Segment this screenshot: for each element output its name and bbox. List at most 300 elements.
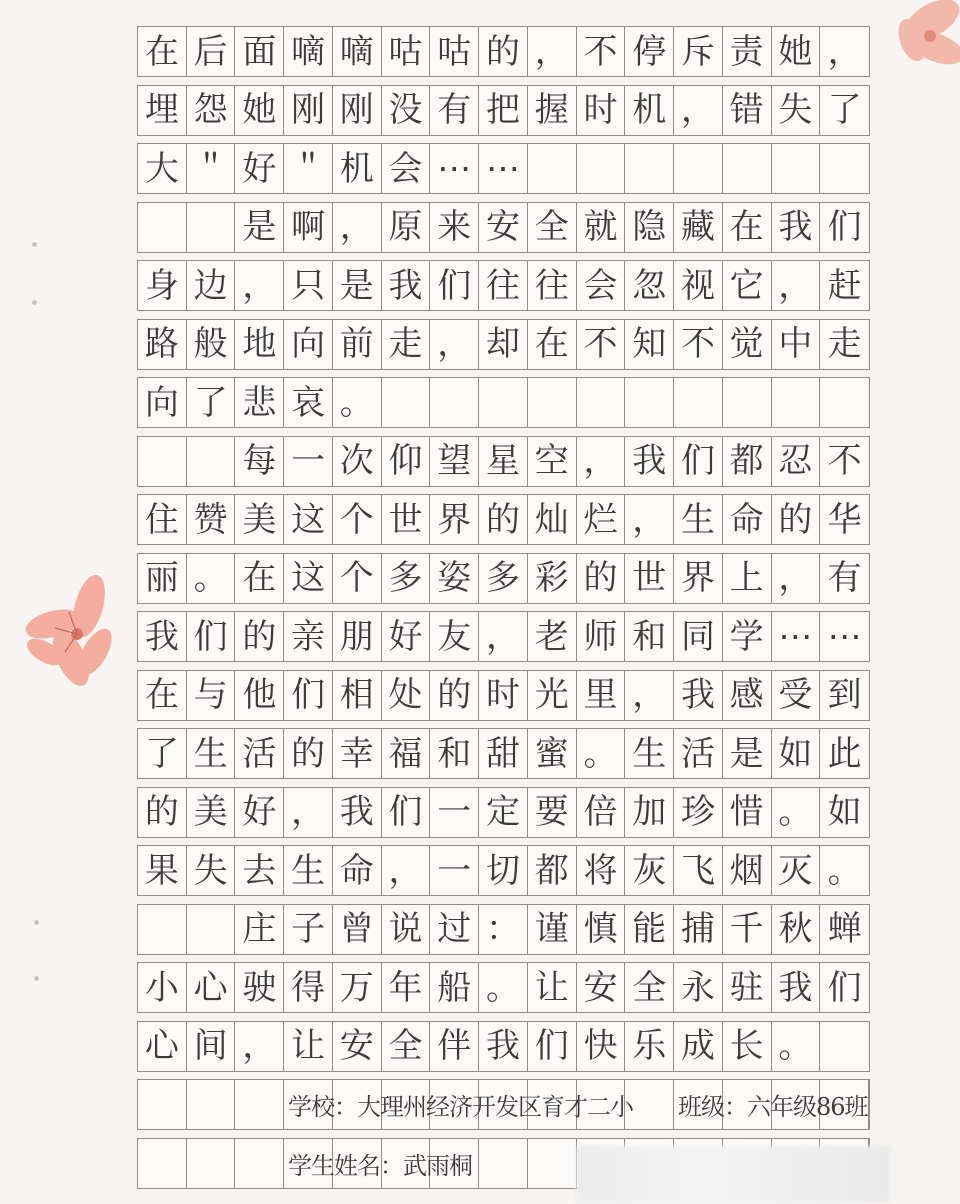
grid-cell: 全	[382, 1022, 431, 1071]
grid-cell: 隐	[625, 203, 674, 252]
grid-cell: 把	[479, 86, 528, 135]
grid-cell: ，	[528, 27, 577, 76]
grid-cell: 刚	[333, 86, 382, 135]
grid-cell	[430, 378, 479, 427]
grid-cell: 福	[382, 729, 431, 778]
grid-cell: 和	[430, 729, 479, 778]
grid-cell: 全	[625, 963, 674, 1012]
grid-cell: 她	[235, 86, 284, 135]
grid-cell: 。	[772, 1022, 821, 1071]
grid-row	[137, 377, 870, 428]
grid-cell: 忽	[625, 261, 674, 310]
grid-cell: 友	[430, 612, 479, 661]
grid-cell: 的	[235, 612, 284, 661]
grid-row	[137, 845, 870, 896]
grid-cell: 过	[430, 905, 479, 954]
grid-cell: 在	[138, 671, 187, 720]
grid-cell: 大	[138, 144, 187, 193]
grid-cell	[382, 378, 431, 427]
grid-cell: 失	[772, 86, 821, 135]
grid-cell: 灭	[772, 846, 821, 895]
grid-cell: 小	[138, 963, 187, 1012]
grid-cell: ：	[479, 905, 528, 954]
grid-cell: 年	[382, 963, 431, 1012]
grid-cell: 个	[333, 495, 382, 544]
grid-cell: 能	[625, 905, 674, 954]
grid-cell	[138, 905, 187, 954]
grid-cell: 忍	[772, 437, 821, 486]
grid-cell: 都	[528, 846, 577, 895]
grid-cell: 个	[333, 554, 382, 603]
grid-cell: ，	[333, 203, 382, 252]
grid-cell: 里	[577, 671, 626, 720]
grid-cell: 时	[479, 671, 528, 720]
grid-cell: 我	[138, 612, 187, 661]
paper-speck	[32, 242, 37, 247]
grid-cell: ，	[772, 261, 821, 310]
grid-cell: 美	[235, 495, 284, 544]
grid-cell: 我	[674, 671, 723, 720]
grid-cell: 了	[138, 729, 187, 778]
grid-cell: 机	[625, 86, 674, 135]
grid-cell: 向	[284, 320, 333, 369]
grid-cell: 多	[479, 554, 528, 603]
grid-cell: ，	[625, 495, 674, 544]
grid-cell: 界	[430, 495, 479, 544]
grid-cell: 捕	[674, 905, 723, 954]
grid-cell: 在	[235, 554, 284, 603]
grid-cell	[235, 1139, 284, 1188]
grid-cell	[820, 144, 869, 193]
grid-cell: 命	[333, 846, 382, 895]
grid-cell: 成	[674, 1022, 723, 1071]
grid-row	[137, 1021, 870, 1072]
grid-cell: 在	[138, 27, 187, 76]
grid-cell: 生	[284, 846, 333, 895]
grid-cell: ⋯	[479, 144, 528, 193]
grid-cell: 斥	[674, 27, 723, 76]
grid-cell: 伴	[430, 1022, 479, 1071]
grid-cell: 师	[577, 612, 626, 661]
grid-cell: 们	[827, 207, 862, 247]
grid-cell: 空	[528, 437, 577, 486]
grid-cell	[723, 144, 772, 193]
grid-cell: 心	[187, 963, 236, 1012]
grid-cell: 在	[528, 320, 577, 369]
grid-cell: 好	[382, 612, 431, 661]
grid-cell: 停	[625, 27, 674, 76]
flower-decoration-top-right	[892, 0, 960, 80]
grid-cell: 来	[430, 203, 479, 252]
grid-cell: 让	[528, 963, 577, 1012]
grid-cell: 这	[284, 495, 333, 544]
grid-cell: 地	[235, 320, 284, 369]
grid-cell: 有	[430, 86, 479, 135]
grid-cell	[479, 1139, 528, 1188]
grid-cell: 不	[674, 320, 723, 369]
grid-cell: 万	[333, 963, 382, 1012]
grid-cell	[577, 144, 626, 193]
grid-cell: 藏	[674, 203, 723, 252]
grid-cell	[625, 378, 674, 427]
grid-cell: 生	[674, 495, 723, 544]
grid-cell: 只	[284, 261, 333, 310]
grid-cell: 往	[528, 261, 577, 310]
grid-cell: 。	[479, 963, 528, 1012]
grid-cell: 活	[674, 729, 723, 778]
grid-cell: 多	[382, 554, 431, 603]
grid-cell: 赶	[827, 265, 862, 306]
grid-cell: 驻	[723, 963, 772, 1012]
grid-cell: 美	[187, 788, 236, 837]
grid-cell: 光	[528, 671, 577, 720]
grid-cell: 们	[430, 261, 479, 310]
grid-cell: 失	[187, 846, 236, 895]
grid-cell: 的	[772, 495, 821, 544]
grid-cell: 安	[479, 203, 528, 252]
grid-row	[137, 26, 870, 77]
grid-cell: 我	[772, 203, 821, 252]
grid-cell: ，	[772, 554, 821, 603]
grid-cell: 走	[382, 320, 431, 369]
grid-cell: 幸	[333, 729, 382, 778]
grid-cell: 却	[479, 320, 528, 369]
grid-cell: 烟	[723, 846, 772, 895]
grid-cell: 秋	[772, 905, 821, 954]
grid-cell: 咕	[430, 27, 479, 76]
grid-row	[137, 143, 870, 194]
grid-cell: 们	[382, 788, 431, 837]
grid-cell: 咕	[382, 27, 431, 76]
student-name: 学生姓名：武雨桐	[288, 1151, 472, 1180]
grid-cell: 活	[235, 729, 284, 778]
grid-cell	[235, 1080, 284, 1129]
grid-cell: ＂	[284, 144, 333, 193]
grid-cell: 间	[187, 1022, 236, 1071]
grid-cell	[187, 203, 236, 252]
grid-cell: 前	[333, 320, 382, 369]
grid-cell: 它	[723, 261, 772, 310]
grid-cell: 一	[430, 846, 479, 895]
grid-cell: 了	[827, 90, 862, 130]
grid-cell	[577, 378, 626, 427]
grid-row	[137, 260, 870, 311]
grid-cell: 惜	[723, 788, 772, 837]
grid-cell: 埋	[138, 86, 187, 135]
grid-cell: 们	[284, 671, 333, 720]
grid-cell: 世	[382, 495, 431, 544]
grid-cell: 原	[382, 203, 431, 252]
grid-cell: 。	[187, 554, 236, 603]
grid-cell: 怨	[187, 86, 236, 135]
grid-cell: 悲	[235, 378, 284, 427]
grid-cell: 倍	[577, 788, 626, 837]
grid-cell: 果	[138, 846, 187, 895]
grid-cell: 知	[625, 320, 674, 369]
grid-cell: 如	[827, 792, 862, 832]
grid-cell: 他	[235, 671, 284, 720]
grid-cell	[138, 203, 187, 252]
grid-cell: 一	[430, 788, 479, 837]
grid-cell: 。	[827, 850, 862, 891]
grid-cell	[187, 437, 236, 486]
grid-cell: 要	[528, 788, 577, 837]
grid-cell: 刚	[284, 86, 333, 135]
grid-cell: 赞	[187, 495, 236, 544]
grid-cell	[674, 144, 723, 193]
grid-cell: 机	[333, 144, 382, 193]
grid-cell: 错	[723, 86, 772, 135]
grid-cell	[528, 1139, 577, 1188]
grid-cell: 安	[333, 1022, 382, 1071]
grid-cell: 受	[772, 671, 821, 720]
grid-cell: ＂	[187, 144, 236, 193]
grid-cell: 丽	[138, 554, 187, 603]
school-name: 学校：大理州经济开发区育才二小	[288, 1093, 633, 1121]
grid-cell: ，	[284, 788, 333, 837]
grid-cell: 。	[333, 378, 382, 427]
grid-cell: 蜜	[528, 729, 577, 778]
grid-cell: ，	[235, 1022, 284, 1071]
grid-cell: 同	[674, 612, 723, 661]
grid-cell: 嘀	[333, 27, 382, 76]
grid-cell	[187, 905, 236, 954]
grid-cell: 珍	[674, 788, 723, 837]
grid-cell: 时	[577, 86, 626, 135]
grid-cell: 的	[284, 729, 333, 778]
grid-cell: ，	[674, 86, 723, 135]
grid-cell: 走	[827, 324, 862, 364]
grid-cell	[479, 378, 528, 427]
grid-row	[137, 670, 870, 721]
grid-cell: 灿	[528, 495, 577, 544]
grid-cell: 边	[187, 261, 236, 310]
grid-cell: 去	[235, 846, 284, 895]
grid-cell: 的	[577, 554, 626, 603]
grid-cell: 哀	[284, 378, 333, 427]
paper-speck	[34, 976, 39, 981]
grid-cell: 船	[430, 963, 479, 1012]
grid-cell: 老	[528, 612, 577, 661]
grid-cell: 我	[772, 963, 821, 1012]
grid-cell	[187, 1080, 236, 1129]
grid-cell: ，	[479, 612, 528, 661]
grid-cell: 我	[479, 1022, 528, 1071]
grid-cell: 的	[430, 671, 479, 720]
grid-cell: 彩	[528, 554, 577, 603]
grid-cell: 我	[333, 788, 382, 837]
grid-cell	[528, 144, 577, 193]
grid-cell: 上	[723, 554, 772, 603]
grid-cell: 望	[430, 437, 479, 486]
grid-cell	[723, 378, 772, 427]
grid-cell: 谨	[528, 905, 577, 954]
grid-cell: 责	[723, 27, 772, 76]
grid-cell: 朋	[333, 612, 382, 661]
grid-cell: 庄	[235, 905, 284, 954]
grid-cell: 快	[577, 1022, 626, 1071]
class-name: 班级：六年级86班	[678, 1093, 868, 1121]
grid-cell: 烂	[577, 495, 626, 544]
grid-cell: 和	[625, 612, 674, 661]
grid-cell: 啊	[284, 203, 333, 252]
grid-cell: 蝉	[827, 909, 862, 949]
grid-cell	[772, 378, 821, 427]
grid-cell: 星	[479, 437, 528, 486]
grid-cell: 。	[577, 729, 626, 778]
grid-cell: ，	[382, 846, 431, 895]
grid-cell: 的	[479, 27, 528, 76]
grid-cell: 般	[187, 320, 236, 369]
grid-cell: 切	[479, 846, 528, 895]
grid-cell: 有	[827, 558, 862, 598]
grid-cell: ⋯	[827, 616, 862, 657]
grid-cell: 们	[187, 612, 236, 661]
grid-cell: 安	[577, 963, 626, 1012]
grid-cell: 我	[382, 261, 431, 310]
grid-cell: 相	[333, 671, 382, 720]
grid-row	[137, 494, 870, 545]
grid-row	[137, 436, 870, 487]
grid-cell: 亲	[284, 612, 333, 661]
grid-cell: 仰	[382, 437, 431, 486]
flower-decoration-left	[25, 572, 115, 700]
grid-cell: 感	[723, 671, 772, 720]
grid-cell: 命	[723, 495, 772, 544]
grid-cell: 是	[723, 729, 772, 778]
grid-row	[137, 728, 870, 779]
grid-cell: 的	[138, 788, 187, 837]
grid-cell: 学	[723, 612, 772, 661]
grid-cell: 处	[382, 671, 431, 720]
grid-cell: 飞	[674, 846, 723, 895]
grid-cell: 千	[723, 905, 772, 954]
grid-cell: 是	[235, 203, 284, 252]
grid-cell: 此	[827, 733, 862, 774]
grid-cell: 乐	[625, 1022, 674, 1071]
grid-cell: 握	[528, 86, 577, 135]
grid-cell: 将	[577, 846, 626, 895]
grid-cell: 生	[187, 729, 236, 778]
writing-grid	[137, 26, 870, 1196]
grid-cell: ，	[577, 437, 626, 486]
grid-cell: 界	[674, 554, 723, 603]
grid-cell	[528, 378, 577, 427]
grid-cell	[138, 1080, 187, 1129]
grid-cell: 不	[577, 320, 626, 369]
grid-cell: 视	[674, 261, 723, 310]
grid-cell: ⋯	[772, 612, 821, 661]
grid-cell: 每	[235, 437, 284, 486]
grid-cell: 好	[235, 788, 284, 837]
grid-cell: 没	[382, 86, 431, 135]
grid-cell: 在	[723, 203, 772, 252]
grid-row	[137, 319, 870, 370]
grid-cell: 中	[772, 320, 821, 369]
grid-cell: 们	[674, 437, 723, 486]
grid-row	[137, 553, 870, 604]
grid-cell: 甜	[479, 729, 528, 778]
grid-cell: 如	[772, 729, 821, 778]
grid-row	[137, 1079, 870, 1130]
grid-cell: 慎	[577, 905, 626, 954]
grid-row	[137, 611, 870, 662]
grid-cell: 路	[138, 320, 187, 369]
grid-cell: 灰	[625, 846, 674, 895]
grid-cell: 的	[479, 495, 528, 544]
grid-cell: 她	[772, 27, 821, 76]
grid-row	[137, 962, 870, 1013]
grid-cell: 会	[382, 144, 431, 193]
grid-cell: 驶	[235, 963, 284, 1012]
grid-cell: 心	[138, 1022, 187, 1071]
paper-speck	[34, 920, 39, 925]
grid-cell: 。	[772, 788, 821, 837]
grid-cell: 永	[674, 963, 723, 1012]
grid-cell: ，	[827, 31, 862, 72]
grid-cell: 生	[625, 729, 674, 778]
grid-cell	[625, 144, 674, 193]
grid-cell	[772, 144, 821, 193]
grid-cell: 会	[577, 261, 626, 310]
grid-cell: 了	[187, 378, 236, 427]
grid-cell: 子	[284, 905, 333, 954]
grid-cell: 后	[187, 27, 236, 76]
grid-cell: 说	[382, 905, 431, 954]
grid-cell: 嘀	[284, 27, 333, 76]
grid-cell: 向	[138, 378, 187, 427]
grid-cell: 就	[577, 203, 626, 252]
grid-cell: 次	[333, 437, 382, 486]
paper-speck	[32, 300, 37, 305]
grid-row	[137, 787, 870, 838]
grid-cell: 得	[284, 963, 333, 1012]
grid-cell: 这	[284, 554, 333, 603]
grid-cell: 都	[723, 437, 772, 486]
grid-cell: ⋯	[430, 144, 479, 193]
grid-cell: 全	[528, 203, 577, 252]
grid-cell: 好	[235, 144, 284, 193]
grid-cell	[138, 1139, 187, 1188]
grid-cell: 身	[138, 261, 187, 310]
grid-cell: ，	[625, 671, 674, 720]
grid-cell: 让	[284, 1022, 333, 1071]
grid-cell: 定	[479, 788, 528, 837]
grid-cell: 长	[723, 1022, 772, 1071]
grid-cell	[138, 437, 187, 486]
grid-cell: 面	[235, 27, 284, 76]
grid-cell: 华	[827, 499, 862, 540]
grid-cell: 不	[577, 27, 626, 76]
grid-row	[137, 202, 870, 253]
grid-cell: 们	[528, 1022, 577, 1071]
grid-cell: 我	[625, 437, 674, 486]
grid-cell: 觉	[723, 320, 772, 369]
redacted-area	[576, 1146, 890, 1202]
grid-cell: 曾	[333, 905, 382, 954]
grid-cell: ，	[235, 261, 284, 310]
grid-cell: 加	[625, 788, 674, 837]
grid-row	[137, 85, 870, 136]
grid-cell: 往	[479, 261, 528, 310]
grid-cell: ，	[430, 320, 479, 369]
grid-cell: 们	[827, 967, 862, 1008]
grid-cell	[820, 378, 869, 427]
grid-cell: 不	[827, 441, 862, 481]
grid-cell: 与	[187, 671, 236, 720]
grid-row	[137, 904, 870, 955]
grid-cell	[674, 378, 723, 427]
